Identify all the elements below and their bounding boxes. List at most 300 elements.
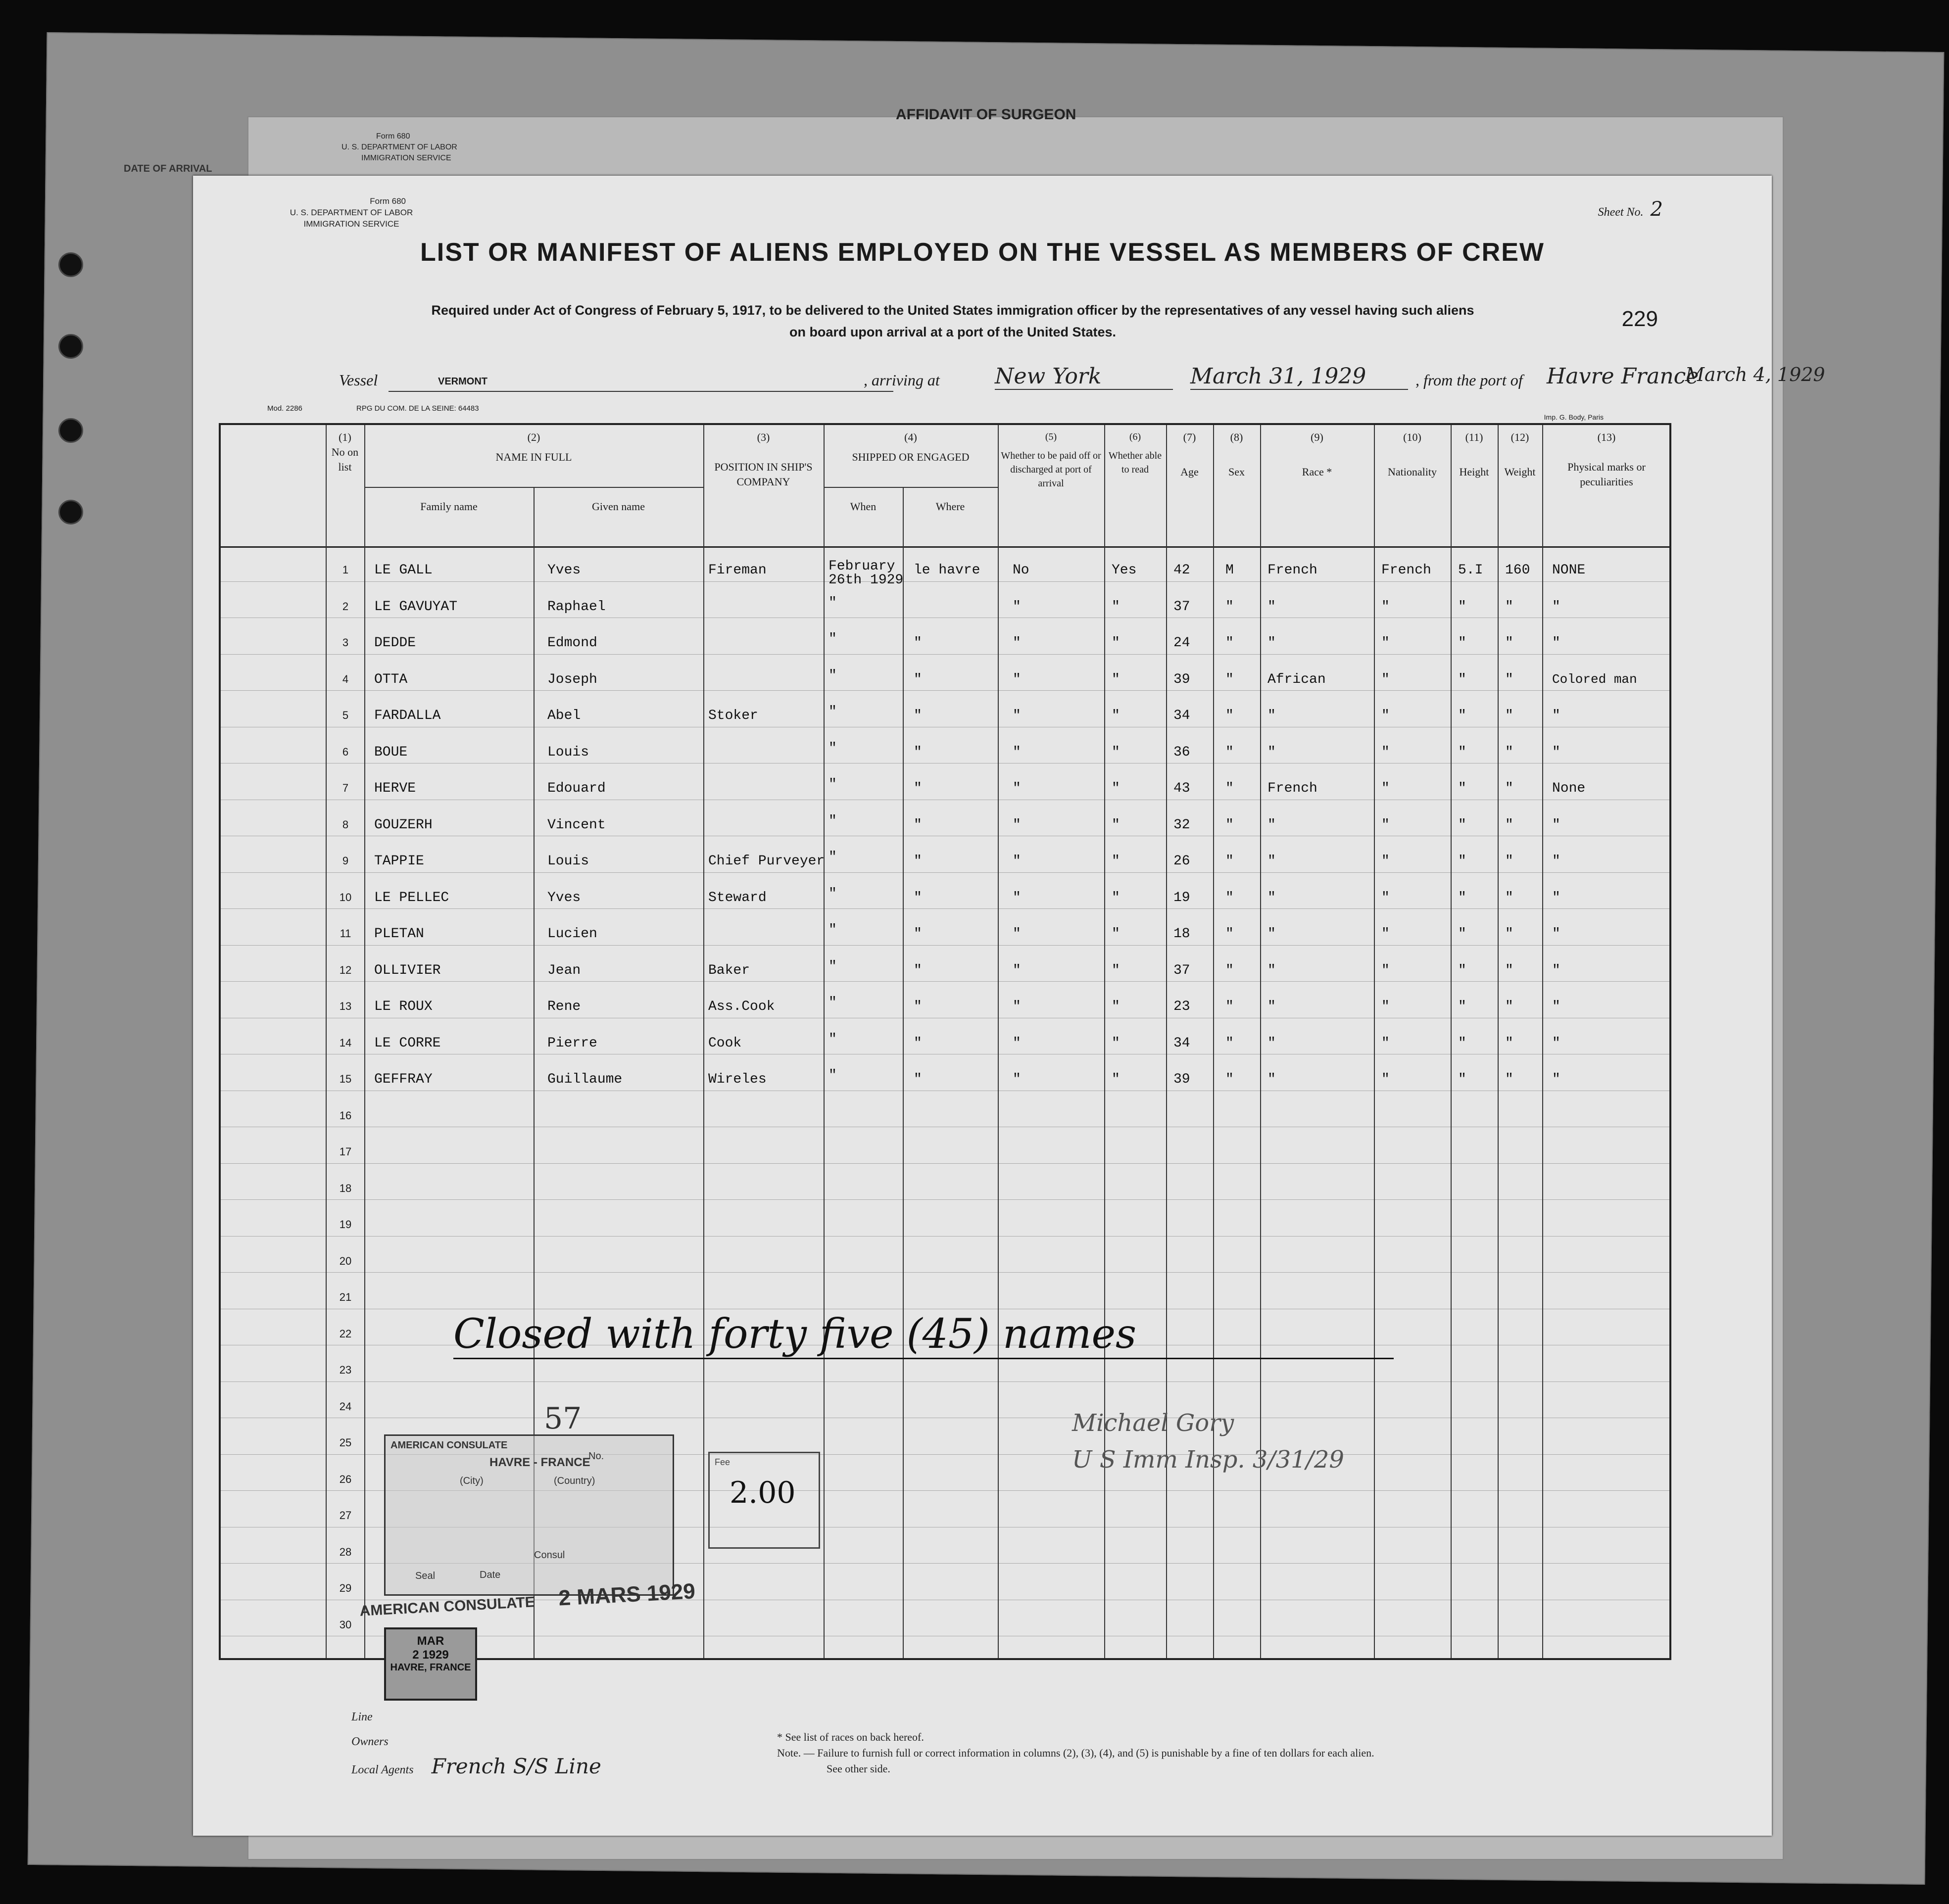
cell-height: 5.I: [1458, 563, 1483, 578]
row-number: 8: [342, 818, 349, 831]
cell-race: ": [1267, 599, 1276, 615]
cell-where: ": [914, 817, 922, 833]
cell-paid: ": [1013, 890, 1021, 905]
cell-given: Joseph: [547, 671, 597, 687]
box-stamp-line: 2 1929: [412, 1648, 449, 1662]
cell-paid: ": [1013, 781, 1021, 796]
cell-marks: ": [1552, 962, 1560, 978]
cell-nationality: French: [1381, 563, 1431, 578]
round-stamp-text: AMERICAN CONSULATE: [359, 1594, 536, 1619]
col-nationality-header: [1374, 430, 1451, 479]
cell-marks: ": [1552, 635, 1560, 651]
cell-paid: ": [1013, 817, 1021, 833]
row-number: 21: [339, 1291, 352, 1303]
cell-age: 18: [1173, 926, 1190, 942]
cell-paid: ": [1013, 926, 1021, 942]
row-rule: [221, 1272, 1669, 1273]
cell-where: ": [914, 744, 922, 760]
cell-nationality: ": [1381, 926, 1390, 942]
cell-sex: ": [1225, 781, 1234, 796]
cell-height: ": [1458, 781, 1466, 796]
cell-race: ": [1267, 744, 1276, 760]
col-number: (13): [1597, 431, 1616, 443]
row-number: 10: [339, 891, 352, 904]
cell-given: Louis: [547, 854, 589, 869]
cell-height: ": [1458, 817, 1466, 833]
footer-fields: [351, 1705, 601, 1782]
cell-marks: NONE: [1552, 563, 1586, 578]
punch-hole-icon: [58, 500, 83, 524]
cell-given: Edouard: [547, 781, 606, 796]
cell-race: ": [1267, 817, 1276, 833]
back-form-line: U. S. DEPARTMENT OF LABOR: [341, 143, 457, 151]
punch-hole-icon: [58, 418, 83, 443]
cell-age: 32: [1173, 817, 1190, 833]
punch-hole-icon: [58, 252, 83, 277]
cell-nationality: ": [1381, 962, 1390, 978]
col-weight-header: [1498, 430, 1542, 479]
consulate-number: 57: [544, 1401, 582, 1436]
cell-sex: ": [1225, 744, 1234, 760]
cell-family: LE CORRE: [374, 1035, 441, 1051]
cell-family: PLETAN: [374, 926, 424, 942]
col-family-header: Family name: [420, 500, 478, 513]
from-label: , from the port of: [1415, 371, 1523, 389]
column-divider: [1498, 425, 1499, 1658]
cell-when: ": [828, 995, 837, 1010]
cell-nationality: ": [1381, 781, 1390, 796]
column-divider: [364, 425, 365, 1658]
cell-when: ": [828, 667, 837, 683]
sheet-number: [1598, 198, 1663, 221]
cell-where: ": [914, 781, 922, 796]
row-rule: [221, 581, 1669, 582]
cell-sex: ": [1225, 999, 1234, 1014]
col-label: Nationality: [1388, 466, 1437, 478]
col-position-header: [703, 430, 824, 489]
cell-sex: ": [1225, 926, 1234, 942]
col-label: No on list: [331, 446, 359, 473]
arriving-port: New York: [995, 364, 1173, 390]
col-label: Age: [1180, 466, 1199, 478]
cell-weight: ": [1505, 781, 1513, 796]
col-name-header: [364, 430, 703, 465]
row-number: 22: [339, 1327, 352, 1340]
cell-age: 42: [1173, 563, 1190, 578]
cell-read: ": [1112, 671, 1120, 687]
cell-height: ": [1458, 671, 1466, 687]
row-rule: [221, 690, 1669, 691]
cell-when: ": [828, 631, 837, 647]
form-id: [282, 195, 421, 230]
cell-position: Steward: [708, 890, 767, 905]
cell-when: ": [828, 850, 837, 865]
cell-family: GEFFRAY: [374, 1072, 433, 1087]
col-label: SHIPPED OR ENGAGED: [852, 451, 970, 463]
cell-height: ": [1458, 635, 1466, 651]
cell-family: FARDALLA: [374, 708, 441, 723]
col-number: (4): [904, 431, 917, 443]
col-read-header: [1104, 430, 1166, 476]
column-divider: [998, 425, 999, 1658]
col-label: Race *: [1302, 466, 1332, 478]
from-port: Havre France: [1547, 364, 1699, 389]
cell-sex: ": [1225, 890, 1234, 905]
cell-height: ": [1458, 854, 1466, 869]
row-number: 25: [339, 1436, 352, 1449]
cell-age: 43: [1173, 781, 1190, 796]
cell-marks: ": [1552, 708, 1560, 723]
footnote-races: * See list of races on back hereof.: [777, 1731, 924, 1743]
row-number: 2: [342, 600, 349, 613]
cell-sex: ": [1225, 635, 1234, 651]
cell-weight: ": [1505, 926, 1513, 942]
cell-when: ": [828, 704, 837, 719]
crew-table: [219, 423, 1671, 1673]
col-age-header: [1166, 430, 1213, 479]
col-race-header: [1260, 430, 1374, 479]
row-number: 11: [340, 927, 351, 940]
cell-paid: ": [1013, 635, 1021, 651]
col-number: (9): [1311, 431, 1323, 443]
column-divider: [1374, 425, 1375, 1658]
agents-value: French S/S Line: [431, 1754, 601, 1778]
affidavit-title: AFFIDAVIT OF SURGEON: [896, 106, 1076, 123]
cell-height: ": [1458, 708, 1466, 723]
cell-weight: ": [1505, 962, 1513, 978]
cell-family: GOUZERH: [374, 817, 433, 833]
col-label: Height: [1459, 466, 1489, 478]
cell-marks: ": [1552, 1035, 1560, 1051]
row-number: 7: [342, 782, 349, 794]
cell-given: Lucien: [547, 926, 597, 942]
cell-family: TAPPIE: [374, 854, 424, 869]
cell-read: ": [1112, 708, 1120, 723]
consulate-no-label: No.: [588, 1451, 604, 1462]
cell-race: ": [1267, 854, 1276, 869]
cell-race: ": [1267, 1035, 1276, 1051]
cell-weight: ": [1505, 999, 1513, 1014]
cell-race: ": [1267, 635, 1276, 651]
col-given-header: Given name: [592, 500, 645, 513]
cell-height: ": [1458, 1035, 1466, 1051]
cell-paid: ": [1013, 999, 1021, 1014]
cell-sex: ": [1225, 1072, 1234, 1087]
back-form-line: IMMIGRATION SERVICE: [361, 154, 451, 162]
col-where-header: Where: [935, 500, 965, 513]
cell-paid: No: [1013, 563, 1029, 578]
col-label: Whether able to read: [1108, 450, 1162, 475]
cell-nationality: ": [1381, 744, 1390, 760]
col-paid-header: [998, 430, 1104, 490]
cell-race: ": [1267, 708, 1276, 723]
cell-where: ": [914, 999, 922, 1014]
stamp-date: 2 MARS 1929: [558, 1579, 696, 1611]
cell-read: ": [1112, 962, 1120, 978]
consulate-stamp: [384, 1401, 674, 1596]
cell-read: ": [1112, 999, 1120, 1014]
cell-age: 24: [1173, 635, 1190, 651]
consulate-title: AMERICAN CONSULATE: [390, 1440, 508, 1451]
cell-when: February 26th 1929: [828, 559, 904, 588]
row-number: 26: [339, 1473, 352, 1485]
col-no-header: [326, 430, 364, 475]
col-label: POSITION IN SHIP'S COMPANY: [714, 461, 813, 488]
cell-nationality: ": [1381, 635, 1390, 651]
inspector-signature: [1072, 1405, 1344, 1478]
col-label: Whether to be paid off or discharged at port of arrival: [1001, 450, 1101, 489]
cell-where: ": [914, 635, 922, 651]
cell-paid: ": [1013, 1072, 1021, 1087]
row-number: 4: [342, 672, 349, 685]
box-stamp-line: MAR: [417, 1634, 444, 1648]
row-number: 28: [339, 1545, 352, 1558]
row-number: 23: [339, 1364, 352, 1376]
cell-race: ": [1267, 926, 1276, 942]
cell-read: ": [1112, 854, 1120, 869]
cell-given: Vincent: [547, 817, 606, 833]
cell-where: ": [914, 671, 922, 687]
fee-label: Fee: [715, 1457, 731, 1467]
departure-date: March 4, 1929: [1685, 364, 1825, 385]
row-number: 19: [339, 1218, 352, 1231]
cell-nationality: ": [1381, 854, 1390, 869]
row-number: 16: [339, 1109, 352, 1122]
col-height-header: [1451, 430, 1498, 479]
cell-age: 34: [1173, 708, 1190, 723]
cell-position: Fireman: [708, 563, 767, 578]
cell-given: Jean: [547, 962, 581, 978]
fee-stamp: [708, 1452, 820, 1549]
cell-where: ": [914, 962, 922, 978]
cell-weight: ": [1505, 1072, 1513, 1087]
row-number: 20: [339, 1254, 352, 1267]
cell-weight: ": [1505, 854, 1513, 869]
agents-row: [351, 1754, 601, 1782]
mod-number: Mod. 2286: [267, 404, 302, 413]
vessel-label: Vessel: [339, 371, 378, 389]
cell-weight: ": [1505, 708, 1513, 723]
column-divider: [703, 425, 704, 1658]
col-number: (2): [527, 431, 540, 443]
owners-label: Owners: [351, 1735, 389, 1748]
cell-weight: 160: [1505, 563, 1530, 578]
cell-position: Stoker: [708, 708, 758, 723]
cell-when: ": [828, 1031, 837, 1047]
department: U. S. DEPARTMENT OF LABOR: [290, 208, 413, 217]
cell-age: 37: [1173, 599, 1190, 615]
col-number: (11): [1465, 431, 1483, 443]
inspector-name: Michael Gory: [1072, 1409, 1234, 1437]
cell-position: Cook: [708, 1035, 742, 1051]
cell-when: ": [828, 777, 837, 792]
column-divider: [326, 425, 327, 1658]
cell-where: ": [914, 1035, 922, 1051]
row-number: 12: [339, 963, 352, 976]
cell-read: ": [1112, 1035, 1120, 1051]
row-rule: [221, 872, 1669, 873]
col-number: (8): [1230, 431, 1243, 443]
row-rule: [221, 654, 1669, 655]
cell-when: ": [828, 595, 837, 611]
cell-nationality: ": [1381, 1072, 1390, 1087]
cell-position: Wireles: [708, 1072, 767, 1087]
cell-race: African: [1267, 671, 1326, 687]
sheet-label: Sheet No.: [1598, 206, 1644, 219]
cell-where: le havre: [914, 563, 980, 578]
consulate-city-label: (City): [460, 1476, 484, 1486]
vessel-name: VERMONT: [389, 376, 893, 392]
cell-position: Baker: [708, 962, 750, 978]
cell-weight: ": [1505, 671, 1513, 687]
inspector-title: U S Imm Insp. 3/31/29: [1072, 1446, 1344, 1474]
cell-paid: ": [1013, 962, 1021, 978]
service: IMMIGRATION SERVICE: [303, 219, 399, 229]
cell-height: ": [1458, 926, 1466, 942]
row-rule: [221, 908, 1669, 909]
consulate-city: HAVRE - FRANCE: [489, 1456, 590, 1469]
column-divider: [1542, 425, 1543, 1658]
cell-family: LE GAVUYAT: [374, 599, 458, 615]
agents-label: Local Agents: [351, 1763, 414, 1776]
row-number: 13: [339, 1000, 352, 1012]
cell-read: ": [1112, 599, 1120, 615]
col-number: (12): [1510, 431, 1529, 443]
cell-family: BOUE: [374, 744, 408, 760]
cell-position: Ass.Cook: [708, 999, 775, 1014]
row-number: 29: [339, 1582, 352, 1594]
cell-sex: ": [1225, 1035, 1234, 1051]
vessel-line: [339, 364, 1825, 396]
col-when-header: When: [850, 500, 877, 513]
cell-weight: ": [1505, 635, 1513, 651]
cell-height: ": [1458, 999, 1466, 1014]
col-shipped-header: [824, 430, 998, 465]
col-number: (1): [339, 431, 351, 443]
cell-read: Yes: [1112, 563, 1137, 578]
cell-nationality: ": [1381, 999, 1390, 1014]
cell-height: ": [1458, 744, 1466, 760]
cell-family: HERVE: [374, 781, 416, 796]
column-divider: [824, 425, 825, 1658]
cell-height: ": [1458, 599, 1466, 615]
footnote-penalty: Note. — Failure to furnish full or correct information in columns (2), (3), (4), and (5) is punishable by a fine of ten dollars for each alien.: [777, 1747, 1374, 1759]
row-rule: [221, 1236, 1669, 1237]
cell-paid: ": [1013, 1035, 1021, 1051]
cell-family: OLLIVIER: [374, 962, 441, 978]
cell-given: Guillaume: [547, 1072, 623, 1087]
cell-paid: ": [1013, 854, 1021, 869]
punch-hole-icon: [58, 334, 83, 359]
consulate-date-label: Date: [480, 1570, 501, 1580]
cell-age: 39: [1173, 671, 1190, 687]
cell-marks: ": [1552, 890, 1560, 905]
cell-marks: ": [1552, 854, 1560, 869]
cell-when: ": [828, 813, 837, 829]
col-label: Sex: [1228, 466, 1245, 478]
cell-read: ": [1112, 817, 1120, 833]
cell-sex: ": [1225, 708, 1234, 723]
cell-family: LE ROUX: [374, 999, 433, 1014]
cell-given: Pierre: [547, 1035, 597, 1051]
col-number: (10): [1403, 431, 1421, 443]
cell-sex: ": [1225, 599, 1234, 615]
cell-family: LE PELLEC: [374, 890, 449, 905]
cell-read: ": [1112, 1072, 1120, 1087]
row-number: 15: [339, 1073, 352, 1085]
cell-given: Abel: [547, 708, 581, 723]
cell-race: ": [1267, 1072, 1276, 1087]
cell-age: 19: [1173, 890, 1190, 905]
cell-marks: ": [1552, 1072, 1560, 1087]
cell-height: ": [1458, 1072, 1466, 1087]
row-number: 18: [339, 1182, 352, 1194]
cell-age: 36: [1173, 744, 1190, 760]
cell-nationality: ": [1381, 1035, 1390, 1051]
row-rule: [221, 1199, 1669, 1200]
cell-read: ": [1112, 635, 1120, 651]
subheader-line: [824, 487, 998, 488]
cell-when: ": [828, 740, 837, 756]
cell-age: 23: [1173, 999, 1190, 1014]
col-marks-header: [1542, 430, 1671, 489]
back-form-line: Form 680: [376, 132, 410, 141]
cell-marks: ": [1552, 599, 1560, 615]
footnote: [777, 1729, 1519, 1777]
cell-read: ": [1112, 781, 1120, 796]
row-number: 9: [342, 855, 349, 867]
column-divider: [1451, 425, 1452, 1658]
cell-where: ": [914, 926, 922, 942]
cell-weight: ": [1505, 599, 1513, 615]
cell-where: ": [914, 1072, 922, 1087]
cell-family: LE GALL: [374, 563, 433, 578]
row-number: 1: [342, 564, 349, 576]
row-number: 24: [339, 1400, 352, 1413]
cell-race: ": [1267, 962, 1276, 978]
cell-sex: M: [1225, 563, 1234, 578]
back-arrival-label: DATE OF ARRIVAL: [124, 163, 212, 174]
cell-nationality: ": [1381, 890, 1390, 905]
col-label: Physical marks or peculiarities: [1567, 461, 1646, 488]
cell-given: Yves: [547, 890, 581, 905]
closing-note: Closed with forty five (45) names: [453, 1311, 1394, 1359]
cell-family: OTTA: [374, 671, 408, 687]
cell-weight: ": [1505, 817, 1513, 833]
cell-sex: ": [1225, 962, 1234, 978]
requirement-line: Required under Act of Congress of February 5, 1917, to be delivered to the United States immigration officer by the representatives of any vessel having such aliens: [431, 303, 1474, 318]
row-number: 27: [339, 1509, 352, 1522]
box-stamp-line: HAVRE, FRANCE: [390, 1662, 471, 1673]
col-number: (3): [757, 431, 770, 443]
row-number: 6: [342, 745, 349, 758]
cell-given: Raphael: [547, 599, 606, 615]
cell-when: ": [828, 958, 837, 974]
box-date-stamp: [384, 1627, 477, 1701]
cell-given: Rene: [547, 999, 581, 1014]
row-rule: [221, 1163, 1669, 1164]
arriving-label: , arriving at: [864, 371, 940, 389]
page-number: 229: [1621, 307, 1658, 331]
cell-marks: Colored man: [1552, 671, 1637, 687]
cell-race: ": [1267, 999, 1276, 1014]
consulate-seal-label: Seal: [415, 1571, 436, 1581]
cell-where: ": [914, 708, 922, 723]
cell-age: 34: [1173, 1035, 1190, 1051]
cell-family: DEDDE: [374, 635, 416, 651]
cell-given: Louis: [547, 744, 589, 760]
line-label: Line: [351, 1711, 373, 1723]
